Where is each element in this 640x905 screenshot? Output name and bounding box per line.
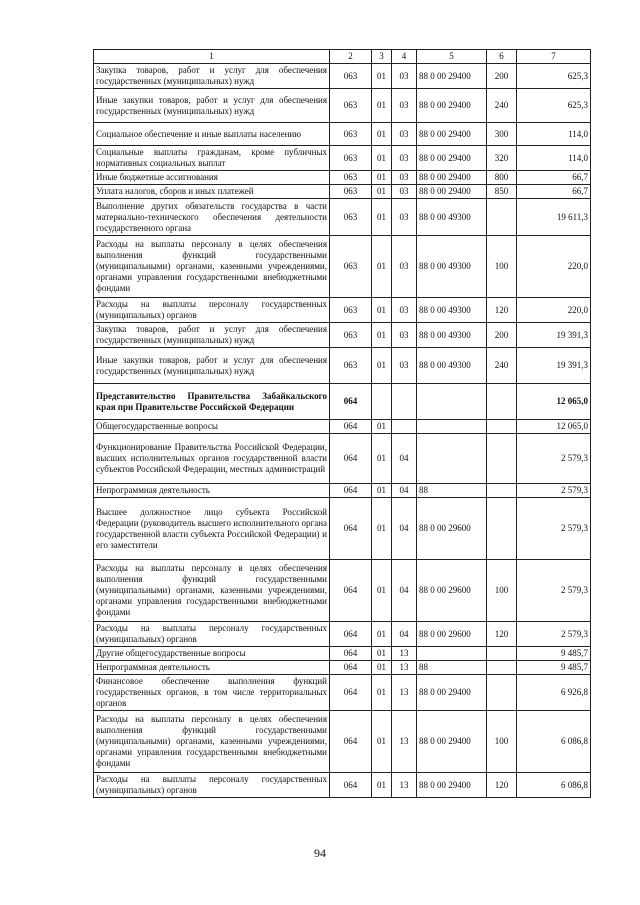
sum-amount: 2 579,3 (517, 434, 591, 484)
section-code: 01 (372, 773, 392, 798)
sum-amount: 2 579,3 (517, 560, 591, 622)
table-row (94, 298, 591, 323)
expense-type-code: 200 (487, 323, 517, 348)
section-code: 01 (372, 146, 392, 171)
subsection-code: 13 (392, 647, 417, 661)
sum-amount: 66,7 (517, 171, 591, 185)
expense-type-code: 320 (487, 146, 517, 171)
subsection-code: 13 (392, 711, 417, 773)
section-code: 01 (372, 298, 392, 323)
subsection-code: 03 (392, 64, 417, 89)
subsection-code: 03 (392, 171, 417, 185)
ministry-code: 063 (330, 185, 372, 199)
ministry-code: 064 (330, 434, 372, 484)
target-article-code (417, 384, 487, 420)
ministry-code: 064 (330, 384, 372, 420)
subsection-code: 04 (392, 560, 417, 622)
section-code: 01 (372, 622, 392, 647)
table-row (94, 323, 591, 348)
item-name: Расходы на выплаты персоналу в целях обеспечения выполнения функций государственными (муниципальными) органами, казенными учреждениями, органами управления государственными внебюджетными фондами (94, 560, 330, 622)
target-article-code: 88 0 00 29600 (417, 622, 487, 647)
section-code: 01 (372, 171, 392, 185)
expense-type-code: 800 (487, 171, 517, 185)
sum-amount: 2 579,3 (517, 498, 591, 560)
subsection-code: 13 (392, 773, 417, 798)
table-row (94, 199, 591, 236)
expense-type-code: 100 (487, 711, 517, 773)
item-name: Закупка товаров, работ и услуг для обеспечения государственных (муниципальных) нужд (94, 64, 330, 89)
sum-amount: 114,0 (517, 123, 591, 146)
item-name: Иные закупки товаров, работ и услуг для обеспечения государственных (муниципальных) нужд (94, 348, 330, 384)
expense-type-code (487, 498, 517, 560)
section-code: 01 (372, 64, 392, 89)
target-article-code: 88 0 00 29600 (417, 560, 487, 622)
sum-amount: 66,7 (517, 185, 591, 199)
sum-amount: 9 485,7 (517, 661, 591, 675)
target-article-code: 88 0 00 49300 (417, 298, 487, 323)
item-name: Функционирование Правительства Российской Федерации, высших исполнительных органов государственной власти субъектов Российской Федерации, местных администраций (94, 434, 330, 484)
target-article-code: 88 (417, 661, 487, 675)
sum-amount: 19 611,3 (517, 199, 591, 236)
item-name: Выполнение других обязательств государства в части материально-технического обеспечения деятельности государственного органа (94, 199, 330, 236)
target-article-code: 88 0 00 29400 (417, 64, 487, 89)
ministry-code: 063 (330, 64, 372, 89)
sum-amount: 19 391,3 (517, 348, 591, 384)
table-header-row (94, 50, 591, 64)
sum-amount: 9 485,7 (517, 647, 591, 661)
table-row (94, 185, 591, 199)
table-row (94, 773, 591, 798)
expense-type-code: 240 (487, 348, 517, 384)
section-code: 01 (372, 185, 392, 199)
ministry-code: 064 (330, 420, 372, 434)
item-name: Расходы на выплаты персоналу в целях обеспечения выполнения функций государственными (муниципальными) органами, казенными учреждениями, органами управления государственными внебюджетными фондами (94, 236, 330, 298)
table-body (94, 50, 591, 798)
target-article-code: 88 0 00 49300 (417, 323, 487, 348)
header-cell: 2 (330, 50, 372, 64)
table-row (94, 711, 591, 773)
target-article-code: 88 0 00 29600 (417, 498, 487, 560)
section-code: 01 (372, 199, 392, 236)
table-row (94, 236, 591, 298)
sum-amount: 12 065,0 (517, 420, 591, 434)
target-article-code (417, 434, 487, 484)
subsection-code: 03 (392, 298, 417, 323)
expense-type-code (487, 434, 517, 484)
ministry-code: 064 (330, 560, 372, 622)
target-article-code: 88 0 00 49300 (417, 348, 487, 384)
ministry-code: 064 (330, 773, 372, 798)
subsection-code: 03 (392, 199, 417, 236)
subsection-code: 13 (392, 675, 417, 711)
item-name: Финансовое обеспечение выполнения функций государственных органов, в том числе территориальных органов (94, 675, 330, 711)
subsection-code: 03 (392, 236, 417, 298)
table-row (94, 348, 591, 384)
ministry-code: 063 (330, 89, 372, 123)
header-cell: 7 (517, 50, 591, 64)
target-article-code: 88 0 00 29400 (417, 711, 487, 773)
sum-amount: 6 086,8 (517, 711, 591, 773)
sum-amount: 6 086,8 (517, 773, 591, 798)
table-row (94, 171, 591, 185)
item-name: Непрограммная деятельность (94, 661, 330, 675)
header-cell: 4 (392, 50, 417, 64)
section-code: 01 (372, 711, 392, 773)
expense-type-code (487, 420, 517, 434)
expense-type-code: 120 (487, 773, 517, 798)
target-article-code: 88 0 00 29400 (417, 146, 487, 171)
section-code: 01 (372, 89, 392, 123)
table-row (94, 675, 591, 711)
item-name: Закупка товаров, работ и услуг для обеспечения государственных (муниципальных) нужд (94, 323, 330, 348)
ministry-code: 064 (330, 622, 372, 647)
table-row (94, 146, 591, 171)
sum-amount: 2 579,3 (517, 484, 591, 498)
item-name: Другие общегосударственные вопросы (94, 647, 330, 661)
target-article-code: 88 0 00 29400 (417, 89, 487, 123)
item-name: Высшее должностное лицо субъекта Российской Федерации (руководитель высшего исполнительного органа государственной власти субъекта Российской Федерации) и его заместители (94, 498, 330, 560)
ministry-code: 064 (330, 675, 372, 711)
sum-amount: 19 391,3 (517, 323, 591, 348)
expense-type-code: 300 (487, 123, 517, 146)
section-code: 01 (372, 484, 392, 498)
header-cell: 6 (487, 50, 517, 64)
budget-table (93, 49, 591, 798)
target-article-code: 88 (417, 484, 487, 498)
target-article-code: 88 0 00 49300 (417, 199, 487, 236)
section-code: 01 (372, 434, 392, 484)
page-number: 94 (314, 846, 326, 860)
expense-type-code: 100 (487, 560, 517, 622)
expense-type-code: 120 (487, 298, 517, 323)
section-code: 01 (372, 661, 392, 675)
item-name: Иные бюджетные ассигнования (94, 171, 330, 185)
ministry-code: 063 (330, 323, 372, 348)
section-code: 01 (372, 647, 392, 661)
expense-type-code: 240 (487, 89, 517, 123)
section-code: 01 (372, 123, 392, 146)
target-article-code (417, 647, 487, 661)
sum-amount: 220,0 (517, 298, 591, 323)
section-code: 01 (372, 675, 392, 711)
item-name: Расходы на выплаты персоналу в целях обеспечения выполнения функций государственными (муниципальными) органами, казенными учреждениями, органами управления государственными внебюджетными фондами (94, 711, 330, 773)
item-name: Расходы на выплаты персоналу государственных (муниципальных) органов (94, 298, 330, 323)
section-code: 01 (372, 498, 392, 560)
expense-type-code (487, 384, 517, 420)
target-article-code: 88 0 00 29400 (417, 123, 487, 146)
table-row (94, 622, 591, 647)
subsection-code (392, 420, 417, 434)
section-code: 01 (372, 323, 392, 348)
subsection-code: 04 (392, 622, 417, 647)
ministry-code: 064 (330, 647, 372, 661)
subsection-code: 13 (392, 661, 417, 675)
table-row (94, 384, 591, 420)
table-row (94, 484, 591, 498)
target-article-code: 88 0 00 49300 (417, 236, 487, 298)
ministry-code: 063 (330, 199, 372, 236)
sum-amount: 2 579,3 (517, 622, 591, 647)
target-article-code: 88 0 00 29400 (417, 675, 487, 711)
subsection-code: 04 (392, 484, 417, 498)
table-row (94, 420, 591, 434)
sum-amount: 220,0 (517, 236, 591, 298)
item-name: Расходы на выплаты персоналу государственных (муниципальных) органов (94, 622, 330, 647)
item-name: Представительство Правительства Забайкальского края при Правительстве Российской Федерации (94, 384, 330, 420)
ministry-code: 064 (330, 661, 372, 675)
table-row (94, 89, 591, 123)
section-code: 01 (372, 348, 392, 384)
subsection-code: 03 (392, 123, 417, 146)
expense-type-code (487, 675, 517, 711)
ministry-code: 063 (330, 298, 372, 323)
subsection-code: 03 (392, 348, 417, 384)
target-article-code: 88 0 00 29400 (417, 171, 487, 185)
expense-type-code: 100 (487, 236, 517, 298)
sum-amount: 6 926,8 (517, 675, 591, 711)
ministry-code: 063 (330, 171, 372, 185)
table-row (94, 661, 591, 675)
table-row (94, 434, 591, 484)
header-cell: 1 (94, 50, 330, 64)
item-name: Социальные выплаты гражданам, кроме публичных нормативных социальных выплат (94, 146, 330, 171)
table-row (94, 123, 591, 146)
item-name: Социальное обеспечение и иные выплаты населению (94, 123, 330, 146)
subsection-code: 04 (392, 498, 417, 560)
sum-amount: 114,0 (517, 146, 591, 171)
expense-type-code (487, 661, 517, 675)
item-name: Общегосударственные вопросы (94, 420, 330, 434)
header-cell: 3 (372, 50, 392, 64)
target-article-code (417, 420, 487, 434)
expense-type-code (487, 199, 517, 236)
subsection-code: 03 (392, 146, 417, 171)
section-code: 01 (372, 560, 392, 622)
subsection-code: 03 (392, 89, 417, 123)
item-name: Уплата налогов, сборов и иных платежей (94, 185, 330, 199)
section-code (372, 384, 392, 420)
subsection-code: 03 (392, 323, 417, 348)
table-row (94, 647, 591, 661)
table-row (94, 64, 591, 89)
expense-type-code (487, 484, 517, 498)
target-article-code: 88 0 00 29400 (417, 185, 487, 199)
ministry-code: 064 (330, 484, 372, 498)
section-code: 01 (372, 236, 392, 298)
target-article-code: 88 0 00 29400 (417, 773, 487, 798)
sum-amount: 12 065,0 (517, 384, 591, 420)
table-row (94, 498, 591, 560)
subsection-code (392, 384, 417, 420)
subsection-code: 04 (392, 434, 417, 484)
header-cell: 5 (417, 50, 487, 64)
ministry-code: 064 (330, 498, 372, 560)
ministry-code: 063 (330, 348, 372, 384)
ministry-code: 064 (330, 711, 372, 773)
expense-type-code: 120 (487, 622, 517, 647)
item-name: Расходы на выплаты персоналу государственных (муниципальных) органов (94, 773, 330, 798)
expense-type-code: 850 (487, 185, 517, 199)
expense-type-code: 200 (487, 64, 517, 89)
sum-amount: 625,3 (517, 64, 591, 89)
item-name: Непрограммная деятельность (94, 484, 330, 498)
ministry-code: 063 (330, 146, 372, 171)
ministry-code: 063 (330, 123, 372, 146)
sum-amount: 625,3 (517, 89, 591, 123)
table-row (94, 560, 591, 622)
expense-type-code (487, 647, 517, 661)
ministry-code: 063 (330, 236, 372, 298)
section-code: 01 (372, 420, 392, 434)
item-name: Иные закупки товаров, работ и услуг для обеспечения государственных (муниципальных) нужд (94, 89, 330, 123)
subsection-code: 03 (392, 185, 417, 199)
